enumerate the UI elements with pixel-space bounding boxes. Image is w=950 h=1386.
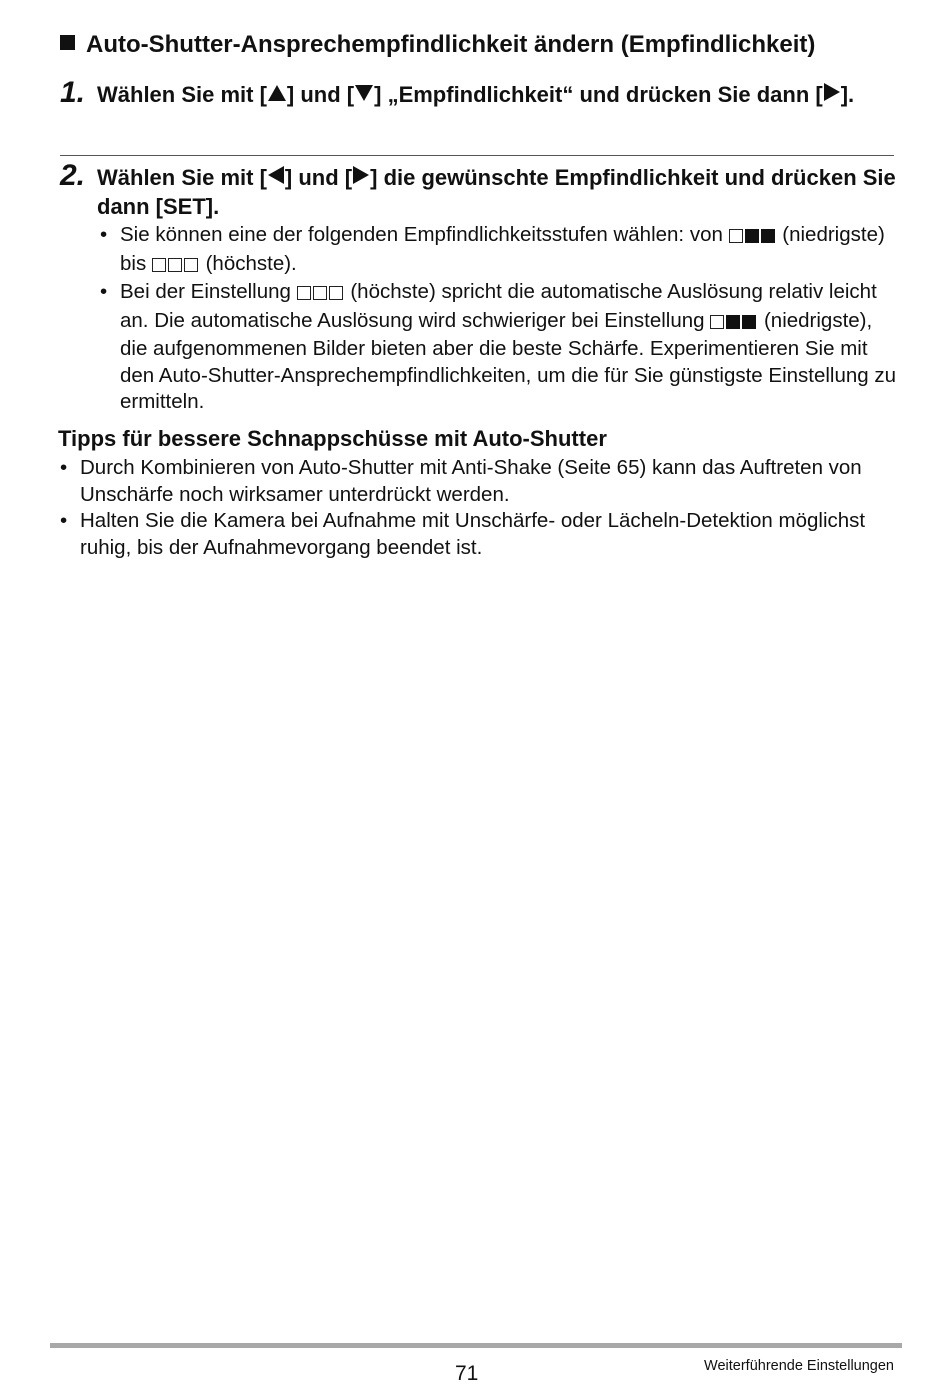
note-text: Bei der Einstellung xyxy=(120,280,297,303)
step-instruction xyxy=(97,80,900,109)
step-text-part: ] „Empfindlichkeit“ und drücken Sie dann [ xyxy=(374,82,823,107)
step-divider xyxy=(60,155,894,156)
footer-divider xyxy=(50,1343,902,1348)
footer-section-title: Weiterführende Einstellungen xyxy=(704,1358,894,1374)
list-item: • Halten Sie die Kamera bei Aufnahme mit Unschärfe- oder Lächeln-Detektion möglichst ruhig, bis der Aufnahmevorgang beendet ist. xyxy=(58,508,898,561)
section-heading-text: Auto-Shutter-Ansprechempfindlichkeit ändern (Empfindlichkeit) xyxy=(86,31,816,58)
sensitivity-lowest-icon xyxy=(729,224,777,251)
triangle-down-icon xyxy=(355,85,373,101)
step-text-part: ] und [ xyxy=(286,82,355,107)
step-text-part: Wählen Sie mit [ xyxy=(97,82,267,107)
triangle-left-icon xyxy=(268,166,284,184)
sensitivity-highest-icon xyxy=(297,281,345,308)
note-text: (niedrigste), die aufgenommenen Bilder bieten aber die beste Schärfe. Experimentieren Sie mit den Auto-Shutter-Ansprechempfindlichkeiten, um die für Sie günstigste Einstellung zu ermitteln. xyxy=(120,308,897,413)
list-item: • Durch Kombinieren von Auto-Shutter mit Anti-Shake (Seite 65) kann das Auftreten von Unschärfe noch wirksamer unterdrückt werden. xyxy=(58,455,898,508)
step-text-part: ] und [ xyxy=(284,165,353,190)
step-text-part: ] die gewünschte Empfindlichkeit und drücken Sie dann [SET]. xyxy=(97,165,896,219)
step-1 xyxy=(60,76,900,109)
note-text: (höchste) spricht die automatische Auslösung relativ leicht an. Die automatische Auslösung wird schwieriger bei Einstellung xyxy=(120,280,877,332)
step-text-part: Wählen Sie mit [ xyxy=(97,165,267,190)
black-square-icon xyxy=(60,35,75,50)
triangle-right-icon xyxy=(824,83,840,101)
tips-list xyxy=(58,455,898,561)
list-item xyxy=(98,279,898,416)
step-instruction xyxy=(97,163,900,221)
step-2 xyxy=(60,159,900,221)
list-item xyxy=(98,222,898,279)
step-number: 1. xyxy=(60,76,86,109)
page-number: 71 xyxy=(455,1362,479,1385)
tips-heading: Tipps für bessere Schnappschüsse mit Auto-Shutter xyxy=(58,426,607,451)
note-text: Sie können eine der folgenden Empfindlichkeitsstufen wählen: von xyxy=(120,223,729,246)
step-text-part: ]. xyxy=(840,82,855,107)
section-heading xyxy=(60,30,910,60)
note-text: (niedrigste) bis xyxy=(120,223,885,275)
note-text: (höchste). xyxy=(199,251,297,275)
step-2-notes xyxy=(98,222,898,416)
sensitivity-lowest-icon xyxy=(710,310,758,337)
sensitivity-highest-icon xyxy=(152,253,200,280)
triangle-up-icon xyxy=(268,85,286,101)
step-number: 2. xyxy=(60,159,86,192)
triangle-right-icon xyxy=(353,166,369,184)
